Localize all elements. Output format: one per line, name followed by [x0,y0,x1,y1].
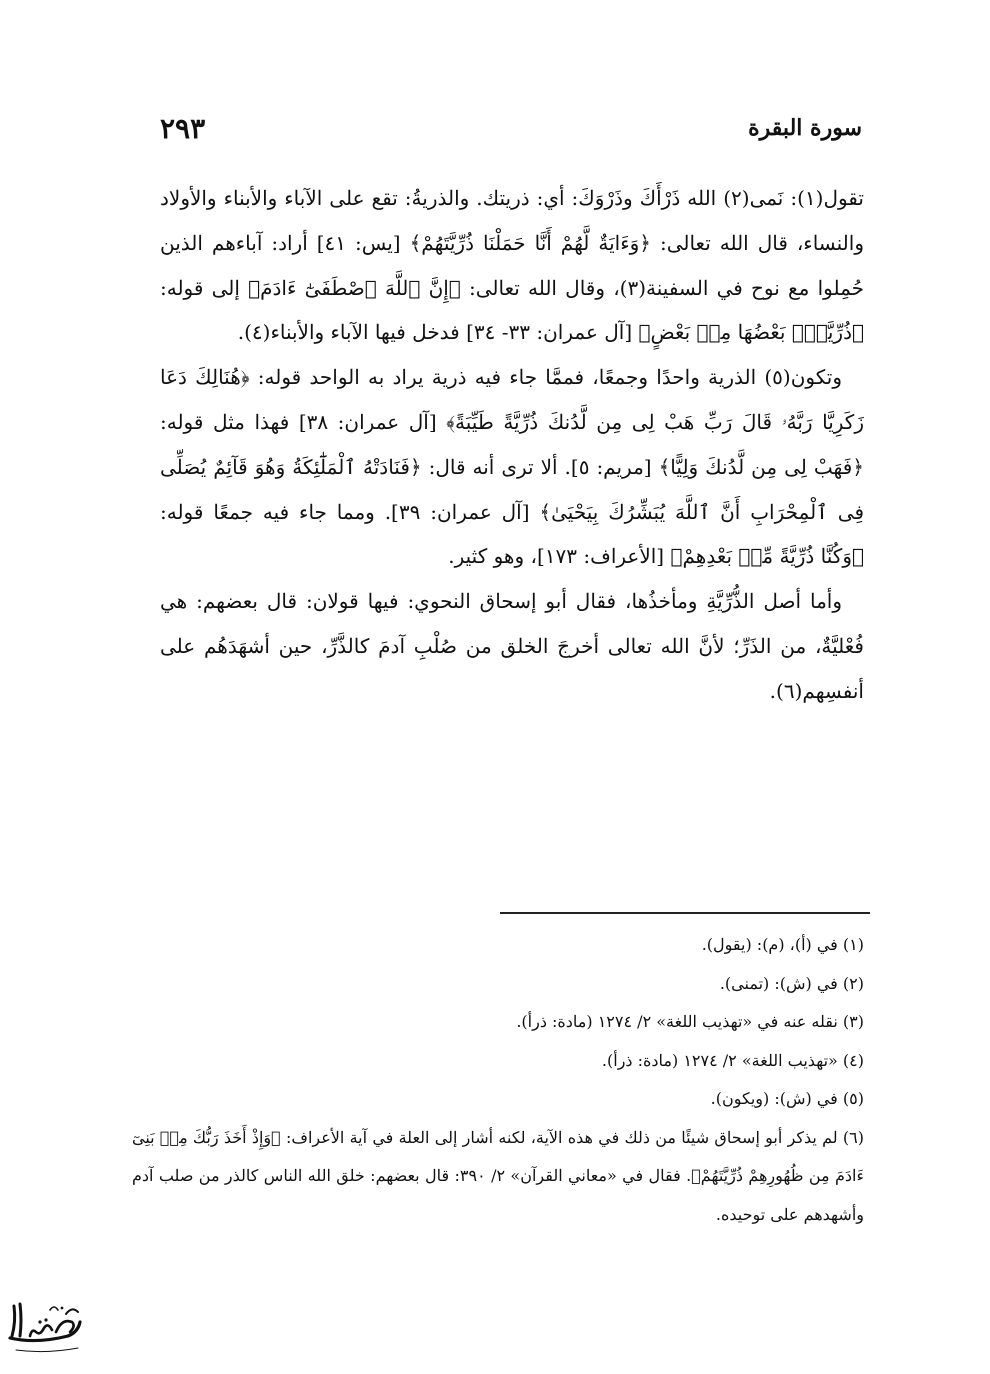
paragraph: وتكون(٥) الذرية واحدًا وجمعًا، فممَّا جاء فيه ذرية يراد به الواحد قوله: ﴿هُنَالِكَ دَعَا زَكَرِيَّا رَبَّهُۥ قَالَ رَبِّ هَبْ لِى مِن لَّدُنكَ ذُرِّيَّةً طَيِّبَةً﴾ [آل عمران: ٣٨] فهذا مثل قوله: ﴿فَهَبْ لِى مِن لَّدُنكَ وَلِيًّا﴾ [مريم: ٥]. ألا ترى أنه قال: ﴿فَنَادَتْهُ ٱلْمَلَٰٓئِكَةُ وَهُوَ قَآئِمٌ يُصَلِّى فِى ٱلْمِحْرَابِ أَنَّ ٱللَّهَ يُبَشِّرُكَ بِيَحْيَىٰ﴾ [آل عمران: ٣٩]. ومما جاء فيه جمعًا قوله: ﴿وَكُنَّا ذُرِّيَّةً مِّنۢ بَعْدِهِمْ﴾ [الأعراف: ١٧٣]، وهو كثير. [160,365,865,569]
almostaha-logo-icon [6,1292,86,1360]
footnote-divider [500,912,870,914]
footnote: (٦) لم يذكر أبو إسحاق شيئًا من ذلك في هذه الآية، لكنه أشار إلى العلة في آية الأعراف: ﴿وَإِذْ أَخَذَ رَبُّكَ مِنۢ بَنِىٓ ءَادَمَ مِن ظُهُورِهِمْ ذُرِّيَّتَهُمْ﴾. فقال في «معاني القرآن» ٢/ ٣٩٠: قال بعضهم: خلق الله الناس كالذر من صلب آدم وأشهدهم على توحيده. [132,1127,864,1224]
surah-title: سورة البقرة [748,115,862,141]
footnote: (٤) «تهذيب اللغة» ٢/ ١٢٧٤ (مادة: ذرأ). [601,1050,864,1070]
paragraph: وأما أصل الذُّرِّيَّةِ ومأخذُها، فقال أبو إسحاق النحوي: فيها قولان: قال بعضهم: هي فُعْليَّةٌ، من الذَرِّ؛ لأنَّ الله تعالى أخرجَ الخلق من صُلْبِ آدمَ كالذَّرِّ، حين أشهَدَهُم على أنفسِهم(٦). [160,589,864,703]
page-header [160,108,862,148]
footnote: (٥) في (ش): (ويكون). [710,1089,864,1108]
footnotes [132,926,864,1234]
paragraph: تقول(١): نَمى(٢) الله ذَرْأَكَ وذَرْوَكَ: أي: ذريتك. والذريةُ: تقع على الآباء والأبناء والأولاد والنساء، قال الله تعالى: ﴿وَءَايَةٌ لَّهُمْ أَنَّا حَمَلْنَا ذُرِّيَّتَهُمْ﴾ [يس: ٤١] أراد: آباءهم الذين حُمِلوا مع نوح في السفينة(٣)، وقال الله تعالى: ﴿إِنَّ ٱللَّهَ ٱصْطَفَىٰٓ ءَادَمَ﴾ إلى قوله: ﴿ذُرِّيَّةًۢ بَعْضُهَا مِنۢ بَعْضٍ﴾ [آل عمران: ٣٣- ٣٤] فدخل فيها الآباء والأبناء(٤). [160,186,864,345]
page-number: ٢٩٣ [160,111,206,145]
main-text [160,176,864,714]
footnote: (٣) نقله عنه في «تهذيب اللغة» ٢/ ١٢٧٤ (مادة: ذرأ). [516,1012,864,1031]
footnote: (١) في (أ)، (م): (يقول). [701,935,864,954]
footnote: (٢) في (ش): (تمنى). [719,973,864,993]
